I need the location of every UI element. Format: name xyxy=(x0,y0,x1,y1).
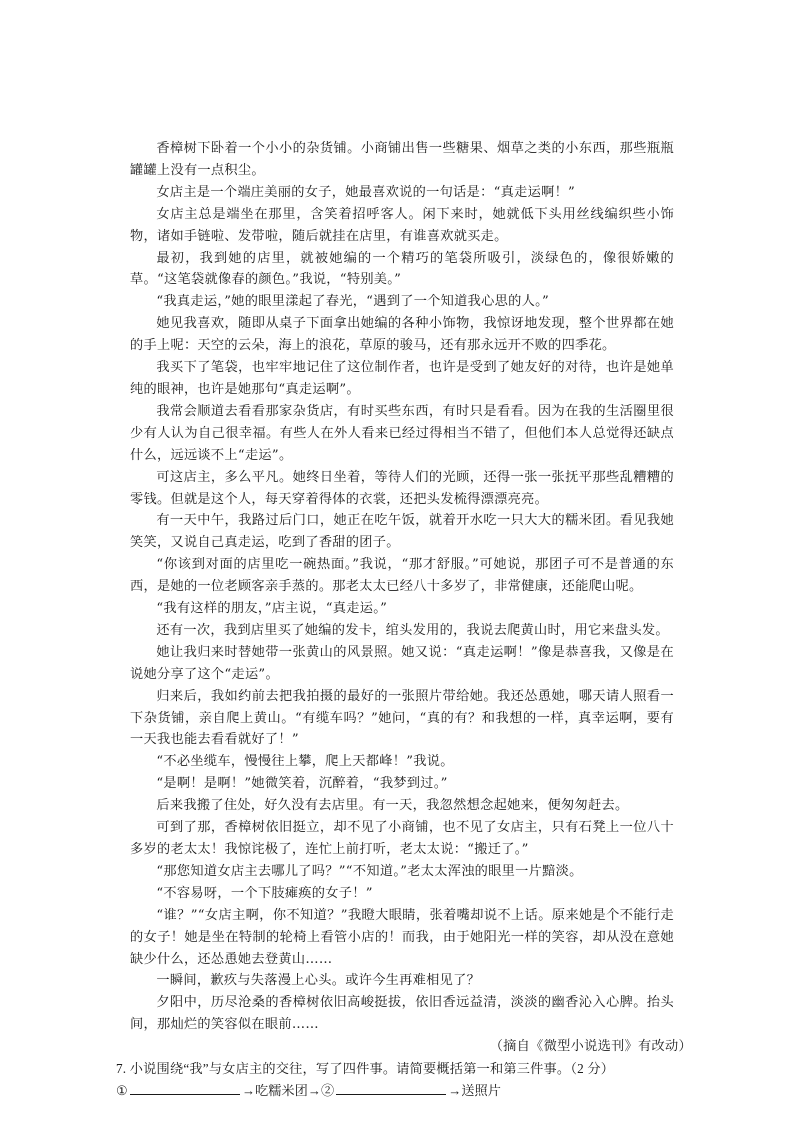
answer-blank-1[interactable] xyxy=(130,1080,240,1095)
story-paragraph: 女店主总是端坐在那里，含笑着招呼客人。闲下来时，她就低下头用丝线编织些小饰物，诸如手链啦、发带啦，随后就挂在店里，有谁喜欢就买走。 xyxy=(130,206,674,244)
story-paragraph: 她见我喜欢，随即从桌子下面拿出她编的各种小饰物，我惊讶地发现，整个世界都在她的手上呢：天空的云朵，海上的浪花，草原的骏马，还有那永远开不败的四季花。 xyxy=(130,316,674,354)
question-7-answer-line xyxy=(116,1080,674,1102)
story-paragraph: 最初，我到她的店里，就被她编的一个精巧的笔袋所吸引，淡绿色的，像很娇嫩的草。“这笔袋就像春的颜色。”我说，“特别美。” xyxy=(130,250,674,288)
story-paragraph: “你该到对面的店里吃一碗热面。”我说，“那才舒服。”可她说，那团子可不是普通的东西，是她的一位老顾客亲手蒸的。那老太太已经八十多岁了，非常健康，还能爬山呢。 xyxy=(130,557,674,595)
story-paragraph: 归来后，我如约前去把我拍摄的最好的一张照片带给她。我还怂恿她，哪天请人照看一下杂货铺，亲自爬上黄山。“有缆车吗？”她问，“真的有？和我想的一样，真幸运啊，要有一天我也能去看看就好了！” xyxy=(130,688,674,748)
story-paragraph: 我买下了笔袋，也牢牢地记住了这位制作者，也许是受到了她友好的对待，也许是她单纯的眼神，也许是她那句“真走运啊”。 xyxy=(130,360,674,397)
source-citation: （摘自《微型小说选刊》有改动） xyxy=(489,1039,692,1055)
story-paragraph: 可到了那，香樟树依旧挺立，却不见了小商铺，也不见了女店主，只有石凳上一位八十多岁的老太太！我惊诧极了，连忙上前打听，老太太说：“搬迁了。” xyxy=(130,820,674,857)
story-paragraph: 还有一次，我到店里买了她编的发卡，绾头发用的，我说去爬黄山时，用它来盘头发。 xyxy=(156,622,669,638)
question-7-prompt: 7. 小说围绕“我”与女店主的交往，写了四件事。请简要概括第一和第三件事。（2 分） xyxy=(116,1061,615,1077)
story-paragraph: 一瞬间，歉疚与失落漫上心头。或许今生再难相见了？ xyxy=(156,973,481,989)
story-paragraph: 我常会顺道去看看那家杂货店，有时买些东西，有时只是看看。因为在我的生活圈里很少有人认为自己很幸福。有些人在外人看来已经过得相当不错了，但他们本人总觉得还缺点什么，远远谈不上“走运”。 xyxy=(130,403,674,463)
story-paragraph: “不必坐缆车，慢慢往上攀，爬上天都峰！”我说。 xyxy=(156,754,454,770)
story-paragraph: “我有这样的朋友，”店主说，“真走运。” xyxy=(156,601,388,617)
answer-blank-2[interactable] xyxy=(336,1080,446,1095)
story-paragraph: 香樟树下卧着一个小小的杂货铺。小商铺出售一些糖果、烟草之类的小东西，那些瓶瓶罐罐上没有一点积尘。 xyxy=(130,141,674,178)
story-paragraph: “是啊！是啊！”她微笑着，沉醉着，“我梦到过。” xyxy=(156,776,448,792)
story-paragraph: “那您知道女店主去哪儿了吗？”“不知道。”老太太浑浊的眼里一片黯淡。 xyxy=(156,863,583,879)
story-paragraph: 她让我归来时替她带一张黄山的风景照。她又说：“真走运啊！”像是恭喜我，又像是在说她分享了这个“走运”。 xyxy=(130,644,674,682)
story-paragraph: 后来我搬了住处，好久没有去店里。有一天，我忽然想念起她来，便匆匆赶去。 xyxy=(156,798,629,814)
answer-marker-1: ① xyxy=(116,1083,128,1099)
story-paragraph: 可这店主，多么平凡。她终日坐着，等待人们的光顾，还得一张一张抚平那些乱糟糟的零钱。但就是这个人，每天穿着得体的衣裳，还把头发梳得漂漂亮亮。 xyxy=(130,469,674,507)
story-paragraph: “不容易呀，一个下肢瘫痪的女子！” xyxy=(156,885,373,901)
answer-end-text: →送照片 xyxy=(448,1083,501,1099)
story-paragraph: 女店主是一个端庄美丽的女子，她最喜欢说的一句话是：“真走运啊！” xyxy=(156,184,576,200)
story-paragraph: 夕阳中，历尽沧桑的香樟树依旧高峻挺拔，依旧香远益清，淡淡的幽香沁入心脾。抬头间，那灿烂的笑容似在眼前…… xyxy=(130,995,674,1033)
story-paragraph: “谁？”“女店主啊，你不知道？”我瞪大眼睛，张着嘴却说不上话。原来她是个不能行走的女子！她是坐在特制的轮椅上看管小店的！而我，由于她阳光一样的笑容，却从没在意她缺少什么，还怂恿她去登黄山…… xyxy=(130,907,674,967)
story-text xyxy=(130,138,692,1058)
answer-middle-text: →吃糯米团→② xyxy=(241,1083,335,1099)
story-paragraph: 有一天中午，我路过后门口，她正在吃午饭，就着开水吃一只大大的糯米团。看见我她笑笑，又说自己真走运，吃到了香甜的团子。 xyxy=(130,513,674,551)
story-paragraph: “我真走运，”她的眼里漾起了春光，“遇到了一个知道我心思的人。” xyxy=(156,294,550,310)
